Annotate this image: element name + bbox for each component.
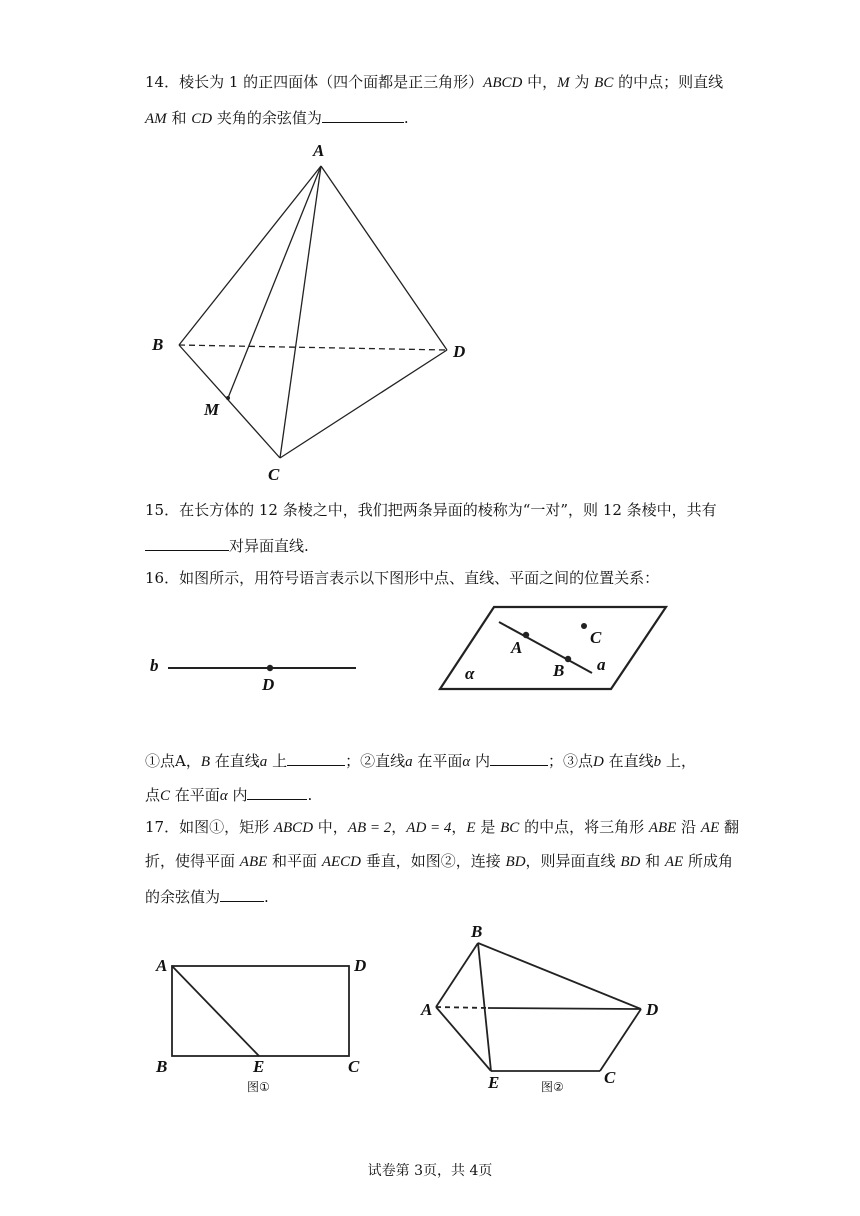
label-c: C: [268, 465, 280, 484]
q15-line-2: 对异面直线.: [145, 534, 309, 556]
label-d-point: D: [262, 675, 275, 694]
fig2-edge-be: [478, 943, 491, 1071]
fig2-label-a: A: [421, 1000, 433, 1019]
fig2-edge-ae: [436, 1007, 491, 1071]
q14-line-2: AM 和 CD 夹角的余弦值为 .: [145, 106, 409, 129]
q16-answer-line-1: ①点A，B 在直线a 上 ；②直线a 在平面α 内 ；③点D 在直线b 上，: [145, 749, 696, 772]
label-b: B: [152, 335, 164, 354]
fig1-label-b: B: [156, 1057, 168, 1076]
fig2-label-e: E: [488, 1073, 500, 1092]
fig1-label-a: A: [156, 956, 168, 975]
label-a-line: a: [597, 655, 606, 674]
fig2-edge-ad-dashed: [436, 1007, 488, 1008]
fig1-caption: 图①: [247, 1080, 270, 1094]
page-footer: 试卷第 3页，共 4页: [367, 1163, 493, 1179]
fig1-label-d: D: [354, 956, 367, 975]
q16-answer-line-2: 点C 在平面α 内 .: [145, 783, 312, 806]
label-a-point: A: [511, 638, 523, 657]
fig2-caption: 图②: [541, 1080, 564, 1094]
label-alpha: α: [465, 664, 475, 683]
fig2-edge-ba: [436, 943, 478, 1007]
fig2-edge-ad: [488, 1008, 641, 1009]
q14-line-1: 14．棱长为 1 的正四面体（四个面都是正三角形）ABCD 中，M 为 BC 的中点；则直线: [145, 73, 724, 91]
q17-line-3: 的余弦值为 .: [145, 885, 269, 907]
fig2-label-c: C: [604, 1068, 616, 1087]
label-a: A: [313, 141, 325, 160]
q15-line-1: 15．在长方体的 12 条棱之中，我们把两条异面的棱称为“一对”，则 12 条棱中，共有: [145, 501, 717, 519]
fig1-label-c: C: [348, 1057, 360, 1076]
fig1-label-e: E: [253, 1057, 265, 1076]
q17-line-1: 17．如图①，矩形 ABCD 中，AB = 2，AD = 4，E 是 BC 的中点，将三角形 ABE 沿 AE 翻: [145, 818, 740, 836]
label-c-point: C: [590, 628, 602, 647]
q17-line-2: 折，使得平面 ABE 和平面 AECD 垂直，如图②，连接 BD，则异面直线 BD 和 AE 所成角: [145, 852, 733, 870]
fig2-edge-cd: [600, 1009, 641, 1071]
label-b-line: b: [150, 656, 159, 675]
fig2-label-d: D: [646, 1000, 659, 1019]
label-b-point: B: [553, 661, 565, 680]
fig2-label-b: B: [471, 922, 483, 941]
q16-line-1: 16．如图所示，用符号语言表示以下图形中点、直线、平面之间的位置关系：: [145, 569, 660, 587]
fig2-edge-bd: [478, 943, 641, 1009]
label-m: M: [204, 400, 220, 419]
label-d: D: [453, 342, 466, 361]
